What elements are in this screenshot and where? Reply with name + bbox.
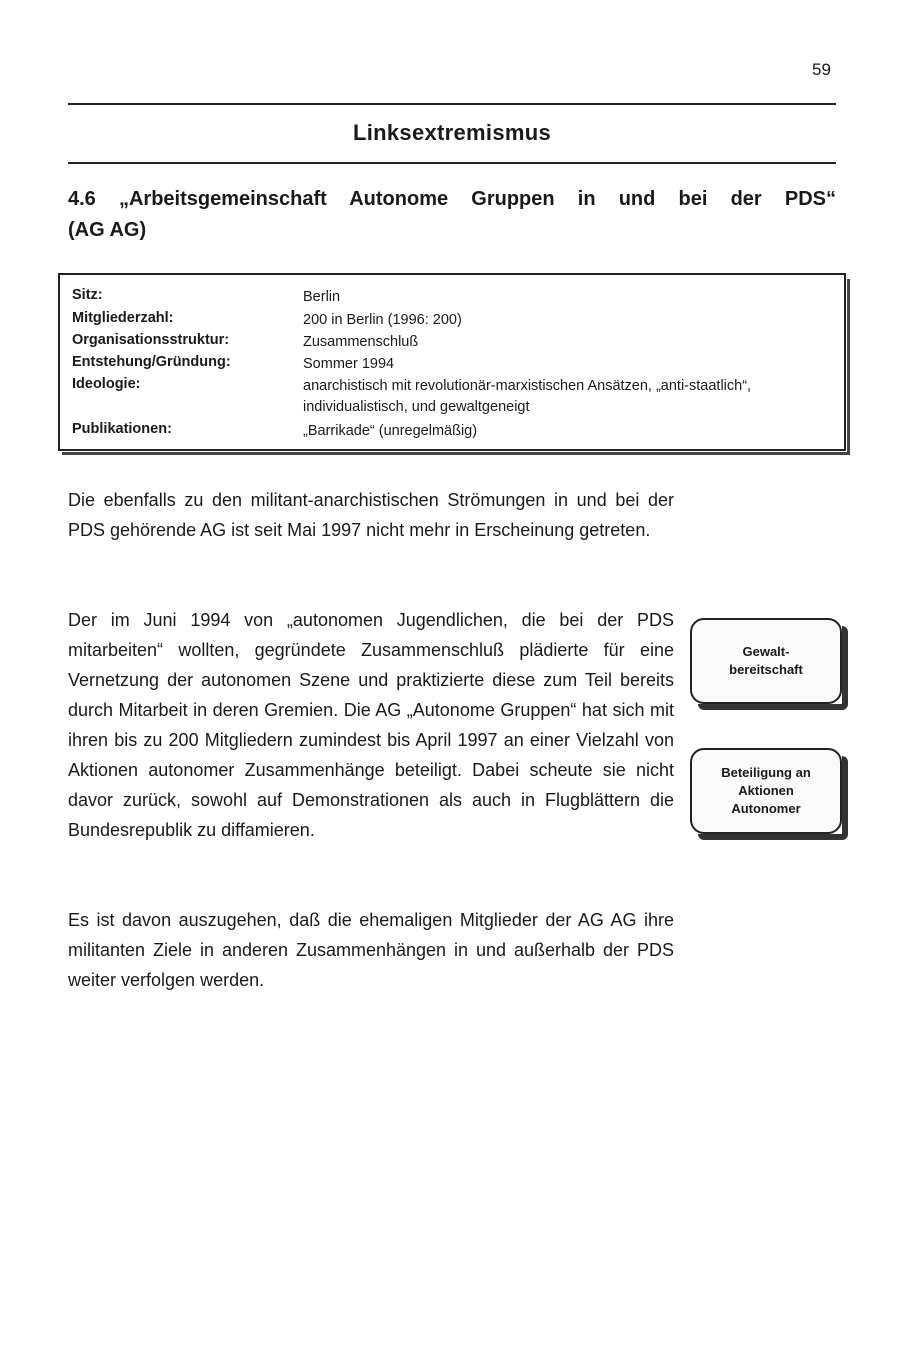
margin-badge-gewaltbereitschaft [690, 618, 842, 704]
running-title: Linksextremismus [353, 120, 551, 145]
margin-badge-2-line-3: Autonomer [731, 801, 801, 816]
section-heading [68, 184, 836, 246]
info-value-entstehung: Sommer 1994 [303, 356, 395, 372]
paragraph-2: Der im Juni 1994 von „autonomen Jugendlichen, die bei der PDS mitarbeiten“ wollten, gegründete Zusammenschluß plädierte für eine Vernetzung der autonomen Szene und praktizierte diese zum Teil bereits durch Mitarbeit in deren Gremien. Die AG „Autonome Gruppen“ hat sich mit ihren bis zu 200 Mitgliedern zumindest bis April 1997 an einer Vielzahl von Aktionen autonomer Zusammenhänge beteiligt. Dabei scheute sie nicht davor zurück, sowohl auf Demonstrationen als auch in Flugblättern die Bundesrepublik zu diffamieren. [68, 610, 674, 840]
section-heading-line-2: (AG AG) [68, 219, 147, 241]
info-label-ideologie: Ideologie: [72, 376, 141, 392]
info-label-organisationsstruktur: Organisationsstruktur: [72, 332, 230, 348]
margin-badge-1-line-2: bereitschaft [729, 662, 803, 677]
info-label-sitz: Sitz: [72, 287, 103, 303]
info-value-mitgliederzahl: 200 in Berlin (1996: 200) [303, 312, 462, 328]
margin-badge-beteiligung [690, 748, 842, 834]
margin-badge-1-line-1: Gewalt- [742, 644, 790, 659]
info-box [58, 273, 846, 451]
info-label-publikationen: Publikationen: [72, 421, 172, 437]
info-box-shadow [847, 279, 850, 455]
header-rule-top [68, 103, 836, 105]
info-value-publikationen: „Barrikade“ (unregelmäßig) [303, 423, 478, 439]
info-value-organisationsstruktur: Zusammenschluß [303, 334, 419, 350]
header-rule-bottom [68, 162, 836, 164]
info-value-ideologie: anarchistisch mit revolutionär-marxistischen Ansätzen, „anti-staatlich“, individualistisch, und gewaltgeneigt [303, 378, 752, 415]
page-number: 59 [812, 60, 831, 79]
section-heading-line-1: 4.6 „Arbeitsgemeinschaft Autonome Gruppen in und bei der PDS“ [68, 188, 836, 210]
paragraph-3: Es ist davon auszugehen, daß die ehemaligen Mitglieder der AG AG ihre militanten Ziele in anderen Zusammenhängen in und außerhalb der PDS weiter verfolgen werden. [68, 910, 674, 990]
info-label-mitgliederzahl: Mitgliederzahl: [72, 310, 174, 326]
paragraph-1: Die ebenfalls zu den militant-anarchistischen Strömungen in und bei der PDS gehörende AG ist seit Mai 1997 nicht mehr in Erscheinung getreten. [68, 490, 674, 540]
margin-badge-2-line-1: Beteiligung an [721, 765, 811, 780]
info-value-sitz: Berlin [303, 289, 341, 305]
margin-badge-2-line-2: Aktionen [738, 783, 794, 798]
info-label-entstehung: Entstehung/Gründung: [72, 354, 231, 370]
